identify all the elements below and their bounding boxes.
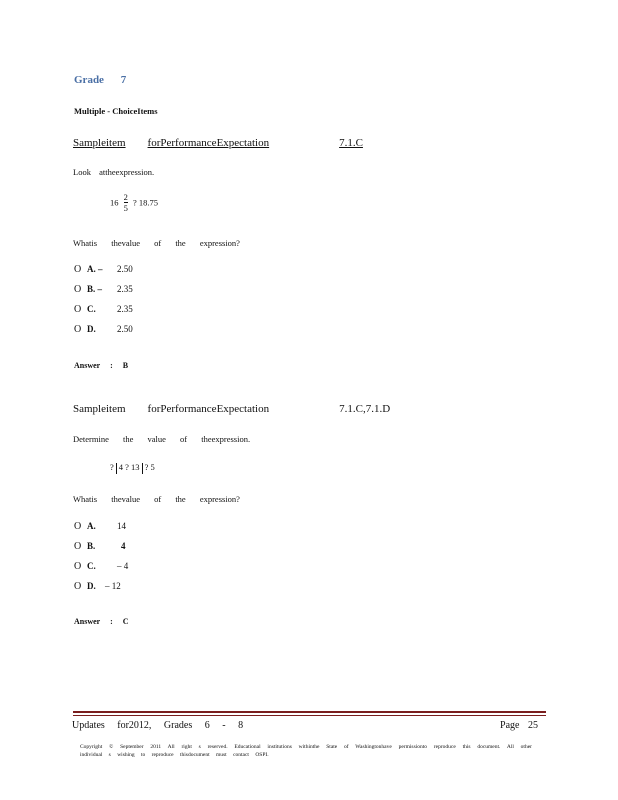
item2-prompt: Determine the value of theexpression. xyxy=(73,434,251,444)
item1-option-b[interactable] xyxy=(74,284,133,295)
option-label: B. xyxy=(87,541,96,551)
item2-question: Whatis thevalue of the expression? xyxy=(73,494,240,504)
item2-option-a[interactable] xyxy=(74,521,126,532)
option-bubble-icon[interactable]: O xyxy=(74,324,82,335)
option-bubble-icon[interactable]: O xyxy=(74,264,82,275)
expr-rest: ? 18.75 xyxy=(133,197,159,208)
option-bubble-icon[interactable]: O xyxy=(74,581,82,592)
option-value: – 4 xyxy=(117,561,129,571)
footer-left: Updates for2012, Grades 6 - 8 xyxy=(72,720,244,731)
option-value: 2.35 xyxy=(117,304,133,314)
item1-title-b: forPerformanceExpectation xyxy=(147,137,270,149)
option-label: D. xyxy=(87,581,96,591)
option-value: 2.50 xyxy=(117,264,133,274)
option-value: – 12 xyxy=(105,581,121,591)
option-bubble-icon[interactable]: O xyxy=(74,541,82,552)
item2-answer: Answer : C xyxy=(74,617,129,626)
item2-expression xyxy=(110,462,155,474)
option-label: A. – xyxy=(87,264,103,274)
item1-option-c[interactable] xyxy=(74,304,133,315)
item2-title xyxy=(73,403,390,415)
grade-heading: Grade 7 xyxy=(74,74,127,86)
item1-prompt: Look attheexpression. xyxy=(73,167,155,177)
option-value: 14 xyxy=(117,521,126,531)
item1-option-d[interactable] xyxy=(74,324,133,335)
item1-title-c: 7.1.C xyxy=(339,137,363,149)
option-label: A. xyxy=(87,521,96,531)
abs-bar-right xyxy=(142,463,143,474)
option-label: B. – xyxy=(87,284,103,294)
page-number: Page 25 xyxy=(500,720,538,731)
option-value: 2.35 xyxy=(117,284,133,294)
option-bubble-icon[interactable]: O xyxy=(74,284,82,295)
item1-title-a: Sampleitem xyxy=(73,137,126,149)
item2-title-b: forPerformanceExpectation xyxy=(147,403,270,415)
option-label: C. xyxy=(87,304,96,314)
copyright-notice: Copyright © September 2011 All right s reserved. Educational institutions withinthe State of Washingtonhave permissionto reproduce this document. All other individual s wishing to reproduce thisdocument must contact OSPI. xyxy=(80,744,532,758)
section-title: Multiple - ChoiceItems xyxy=(74,106,158,116)
page-footer xyxy=(72,720,546,731)
expr2-c: ? 5 xyxy=(144,462,155,472)
item1-answer: Answer : B xyxy=(74,361,129,370)
expr-numerator: 2 xyxy=(123,192,128,202)
item1-option-a[interactable] xyxy=(74,264,133,275)
item2-option-d[interactable] xyxy=(74,581,121,592)
expr2-a: ? xyxy=(110,462,114,472)
option-bubble-icon[interactable]: O xyxy=(74,521,82,532)
item2-option-c[interactable] xyxy=(74,561,128,572)
item2-title-c: 7.1.C,7.1.D xyxy=(339,403,391,415)
option-bubble-icon[interactable]: O xyxy=(74,304,82,315)
option-label: D. xyxy=(87,324,96,334)
item1-title xyxy=(73,137,363,149)
item2-title-a: Sampleitem xyxy=(73,403,126,415)
footer-rule-thick xyxy=(73,711,546,713)
option-label: C. xyxy=(87,561,96,571)
item1-expression xyxy=(110,192,158,213)
option-value: 2.50 xyxy=(117,324,133,334)
expr-fraction xyxy=(124,192,128,213)
item2-option-b[interactable] xyxy=(74,541,126,552)
option-value: 4 xyxy=(121,541,126,551)
abs-bar-left xyxy=(116,463,117,474)
expr2-b: 4 ? 13 xyxy=(118,462,140,472)
expr-whole: 16 xyxy=(110,197,119,208)
expr-denominator: 5 xyxy=(123,203,128,213)
option-bubble-icon[interactable]: O xyxy=(74,561,82,572)
item1-question: Whatis thevalue of the expression? xyxy=(73,238,240,248)
footer-rule-thin xyxy=(73,715,546,716)
